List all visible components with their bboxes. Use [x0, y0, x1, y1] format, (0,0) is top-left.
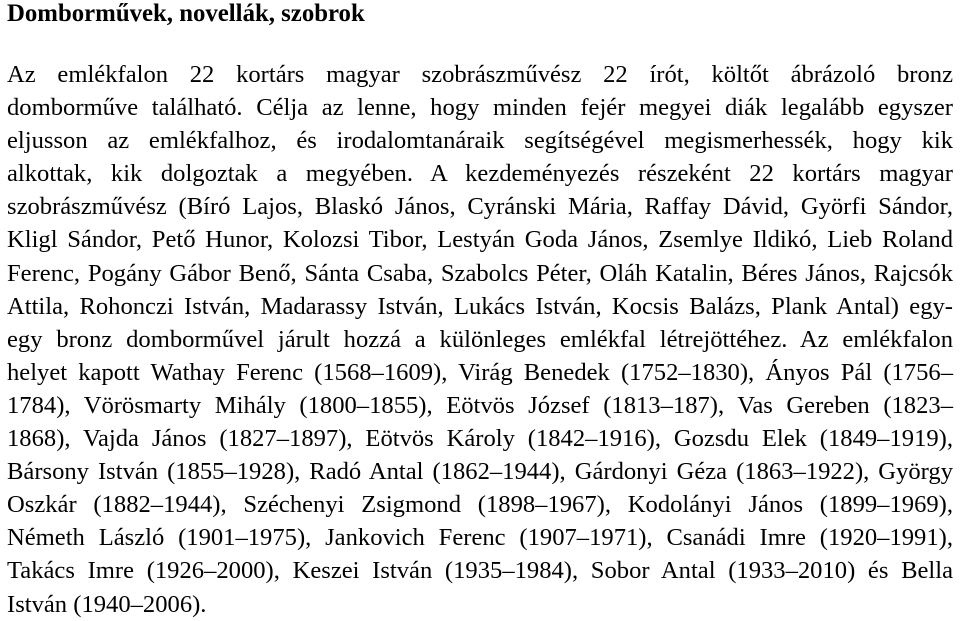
text-line: szobrászművész (Bíró Lajos, Blaskó János, Cyránski Mária, Raffay Dávid, Györfi Sándor,	[7, 193, 953, 221]
text-line: Kligl Sándor, Pető Hunor, Kolozsi Tibor, Lestyán Goda János, Zsemlye Ildikó, Lieb Roland	[7, 226, 953, 254]
text-line: Takács Imre (1926–2000), Keszei István (1935–1984), Sobor Antal (1933–2010) és Bella	[7, 557, 953, 585]
text-line: domborműve található. Célja az lenne, hogy minden fejér megyei diák legalább egyszer	[7, 94, 953, 122]
text-line: alkottak, kik dolgoztak a megyében. A kezdeményezés részeként 22 kortárs magyar	[7, 160, 953, 188]
text-line: eljusson az emlékfalhoz, és irodalomtanáraik segítségével megismerhessék, hogy kik	[7, 127, 953, 155]
text-line: Az emlékfalon 22 kortárs magyar szobrászművész 22 írót, költőt ábrázoló bronz	[7, 61, 953, 88]
text-line: Németh László (1901–1975), Jankovich Ferenc (1907–1971), Csanádi Imre (1920–1991),	[7, 524, 953, 552]
text-line: Ferenc, Pogány Gábor Benő, Sánta Csaba, Szabolcs Péter, Oláh Katalin, Béres János, Rajcsók	[7, 259, 953, 287]
text-line: Attila, Rohonczi István, Madarassy István, Lukács István, Kocsis Balázs, Plank Antal) egy-	[7, 292, 953, 320]
document-title: Domborművek, novellák, szobrok	[7, 0, 365, 27]
paragraph	[7, 58, 953, 621]
text-line: helyet kapott Wathay Ferenc (1568–1609), Virág Benedek (1752–1830), Ányos Pál (1756–	[7, 358, 953, 386]
text-line: Bársony István (1855–1928), Radó Antal (1862–1944), Gárdonyi Géza (1863–1922), György	[7, 458, 953, 486]
text-line-last: István (1940–2006).	[7, 590, 207, 618]
text-line: Oszkár (1882–1944), Széchenyi Zsigmond (1898–1967), Kodolányi János (1899–1969),	[7, 491, 953, 519]
text-line: 1868), Vajda János (1827–1897), Eötvös Károly (1842–1916), Gozsdu Elek (1849–1919),	[7, 425, 953, 453]
text-line: 1784), Vörösmarty Mihály (1800–1855), Eötvös József (1813–187), Vas Gereben (1823–	[7, 391, 953, 419]
text-line: egy bronz domborművel járult hozzá a különleges emlékfal létrejöttéhez. Az emlékfalon	[7, 325, 953, 353]
